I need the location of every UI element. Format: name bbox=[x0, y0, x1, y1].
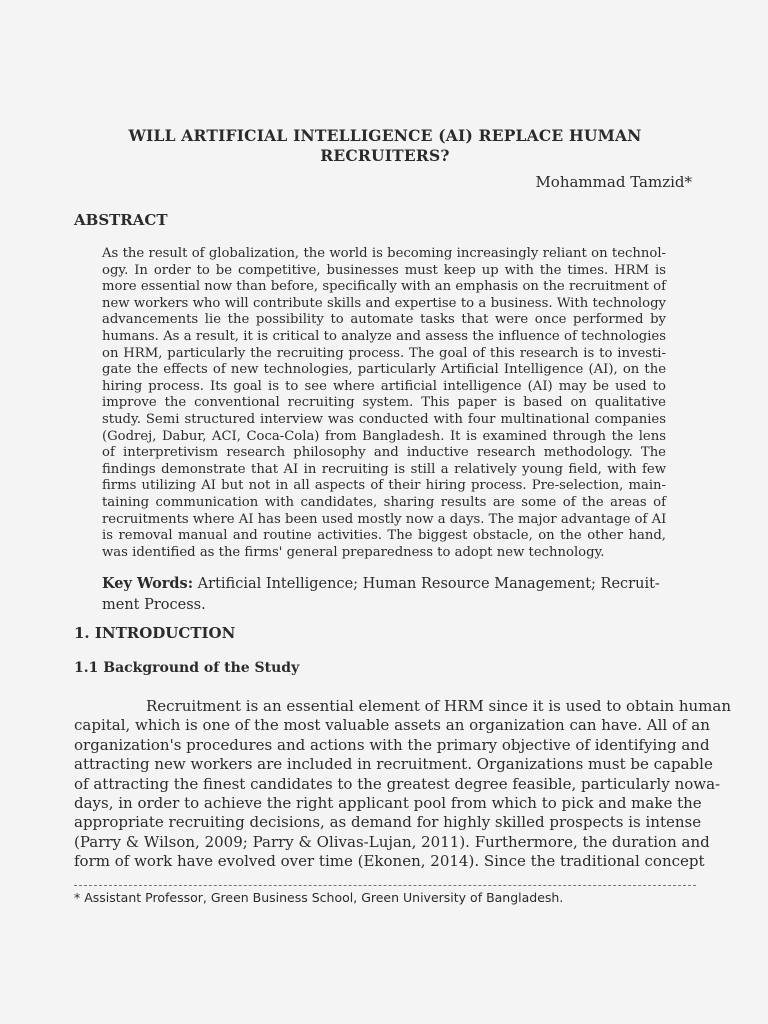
title-line-1: WILL ARTIFICIAL INTELLIGENCE (AI) REPLACE HUMAN bbox=[128, 126, 642, 145]
body-line: Recruitment is an essential element of HRM since it is used to obtain human bbox=[146, 697, 731, 715]
body-line: attracting new workers are included in recruitment. Organizations must be capable bbox=[74, 755, 713, 774]
author-name: Mohammad Tamzid* bbox=[535, 173, 692, 191]
abstract-line: taining communication with candidates, sharing results are some of the areas of bbox=[102, 494, 666, 510]
body-line: organization's procedures and actions with the primary objective of identifying and bbox=[74, 735, 710, 754]
footnote-divider bbox=[74, 885, 696, 886]
keywords bbox=[102, 573, 666, 616]
abstract-line: ogy. In order to be competitive, businesses must keep up with the times. HRM is bbox=[102, 262, 666, 278]
abstract-line: new workers who will contribute skills and expertise to a business. With technology bbox=[102, 295, 666, 311]
body-line: days, in order to achieve the right applicant pool from which to pick and make the bbox=[74, 794, 702, 813]
body-line: appropriate recruiting decisions, as demand for highly skilled prospects is intense bbox=[74, 813, 702, 832]
abstract-line: study. Semi structured interview was conducted with four multinational companies bbox=[102, 411, 666, 427]
subsection-heading-background: 1.1 Background of the Study bbox=[74, 660, 300, 676]
abstract-line: on HRM, particularly the recruiting process. The goal of this research is to investi- bbox=[102, 345, 666, 361]
abstract-line: advancements lie the possibility to automate tasks that were once performed by bbox=[102, 312, 666, 328]
body-line: (Parry & Wilson, 2009; Parry & Olivas-Lujan, 2011). Furthermore, the duration and bbox=[74, 832, 710, 851]
abstract-line: is removal manual and routine activities. The biggest obstacle, on the other hand, bbox=[102, 528, 666, 544]
body-paragraph bbox=[74, 697, 731, 872]
abstract-line: hiring process. Its goal is to see where artificial intelligence (AI) may be used to bbox=[102, 378, 666, 394]
abstract-line: improve the conventional recruiting system. This paper is based on qualitative bbox=[102, 395, 666, 411]
keywords-label: Key Words: bbox=[102, 575, 194, 592]
keywords-text: Artificial Intelligence; Human Resource Management; Recruit-ment Process. bbox=[102, 576, 660, 613]
abstract-line: was identified as the firms' general preparedness to adopt new technology. bbox=[102, 544, 605, 560]
body-line: capital, which is one of the most valuable assets an organization can have. All of an bbox=[74, 716, 710, 735]
body-line: form of work have evolved over time (Ekonen, 2014). Since the traditional concept bbox=[74, 852, 705, 871]
abstract-line: As the result of globalization, the world is becoming increasingly reliant on technol- bbox=[102, 246, 666, 261]
abstract-line: recruitments where AI has been used mostly now a days. The major advantage of AI bbox=[102, 511, 667, 527]
abstract-line: humans. As a result, it is critical to analyze and assess the influence of technologies bbox=[102, 328, 666, 344]
abstract-line: of interpretivism research philosophy and inductive research methodology. The bbox=[102, 445, 666, 461]
abstract-line: (Godrej, Dabur, ACI, Coca-Cola) from Bangladesh. It is examined through the lens bbox=[102, 428, 666, 444]
abstract-line: gate the effects of new technologies, particularly Artificial Intelligence (AI), on the bbox=[102, 362, 666, 378]
abstract-line: firms utilizing AI but not in all aspects of their hiring process. Pre-selection, main- bbox=[102, 478, 666, 494]
body-line: of attracting the finest candidates to the greatest degree feasible, particularly nowa- bbox=[74, 774, 721, 793]
title-line-2: RECRUITERS? bbox=[320, 146, 450, 165]
abstract-body bbox=[102, 246, 666, 561]
abstract-line: more essential now than before, specifically with an emphasis on the recruitment of bbox=[102, 279, 666, 295]
abstract-heading: ABSTRACT bbox=[74, 211, 168, 229]
abstract-line: findings demonstrate that AI in recruiting is still a relatively young field, with few bbox=[102, 461, 666, 477]
paper-title bbox=[74, 126, 696, 166]
section-heading-introduction: 1. INTRODUCTION bbox=[74, 624, 236, 642]
footnote: * Assistant Professor, Green Business School, Green University of Bangladesh. bbox=[74, 890, 564, 905]
